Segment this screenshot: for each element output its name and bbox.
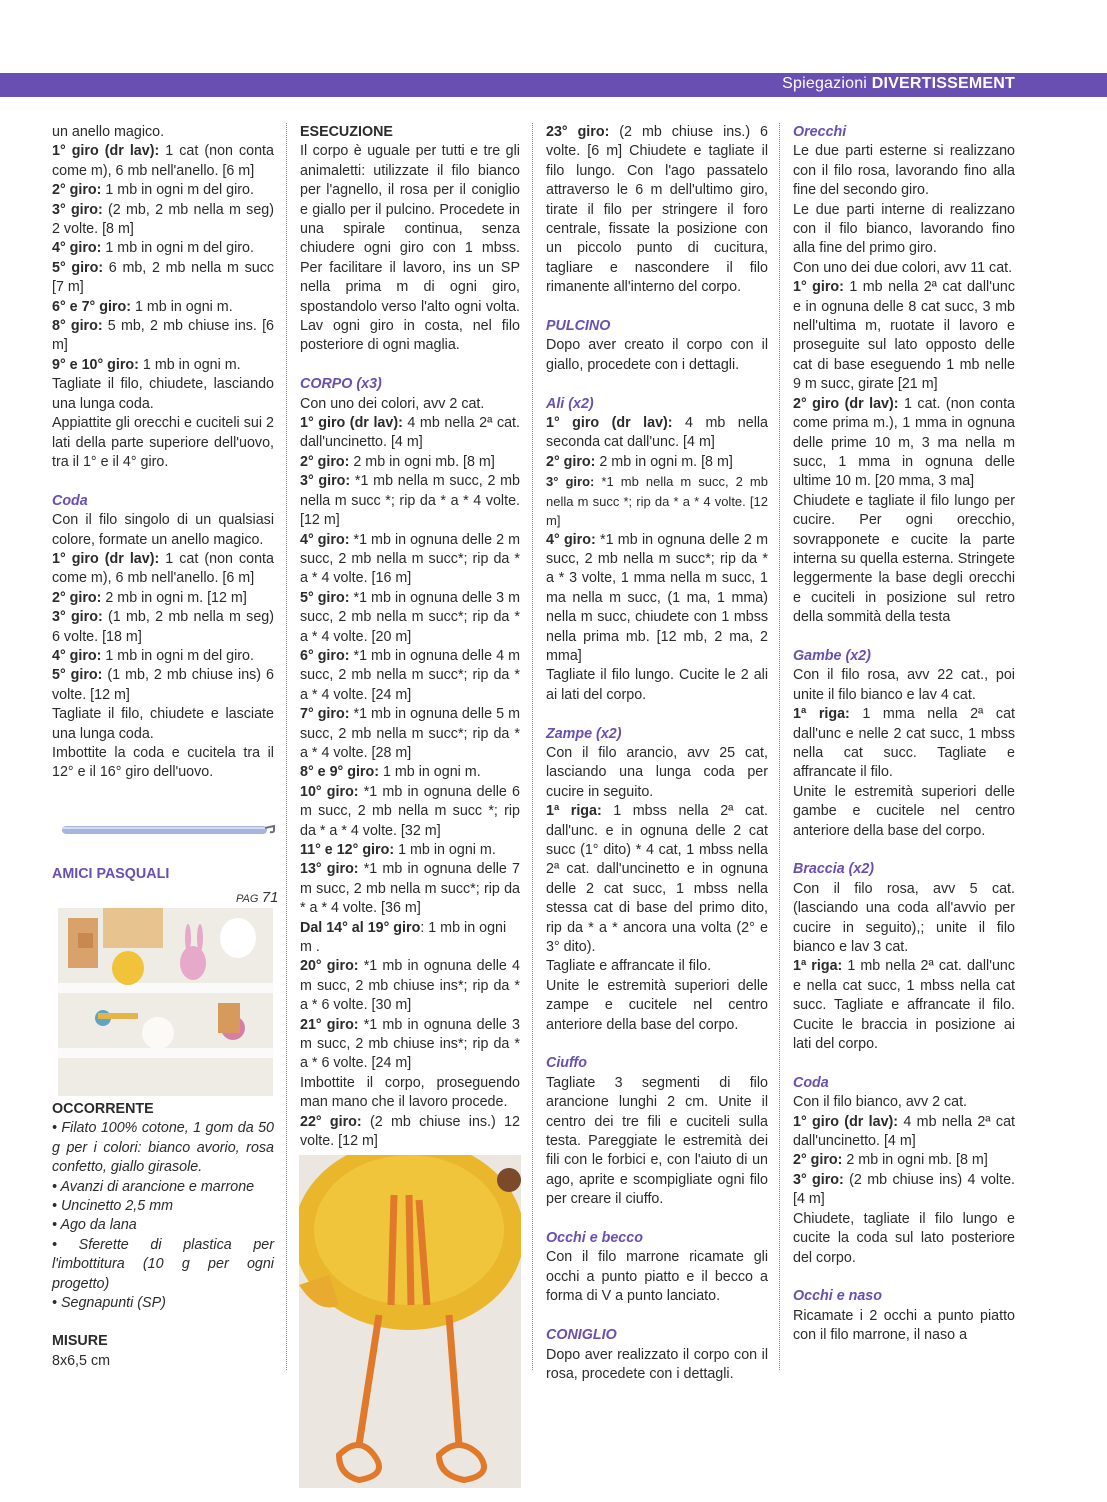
zampe-title: Zampe (x2) [546,725,622,742]
occhi-naso-title: Occhi e naso [793,1288,882,1305]
shelf-animals-photo [58,908,273,1096]
coda-title: Coda [52,492,88,509]
occorrente-block: OCCORRENTE • Filato 100% cotone, 1 gom da 50 g per i colori: bianco avorio, rosa confetto, giallo girasole. • Avanzi di arancione e marrone • Uncinetto 2,5 mm • Ago da lana • Sferette di plastica per l'imbottitura (10 g per ogni progetto) • Segnapunti (SP) MISURE 8x6,5 cm [52,1101,274,1369]
section-header-bar [0,73,1107,97]
column-divider [779,123,781,1370]
coda-title-2: Coda [793,1074,829,1091]
amici-title: AMICI PASQUALI [52,866,170,882]
column-2: ESECUZIONE Il corpo è uguale per tutti e tre gli animaletti: utilizzate il filo bianco per l'agnello, il rosa per il coniglio e giallo per il pulcino. Procedete in una spirale continua, senza chiudere ogni giro con 1 mbss. Per facilitare il lavoro, ins un SP nella prima m di ogni giro, spostandolo verso l'alto ogni volta. Lav ogni giro in costa, nel filo posteriore di ogni maglia. CORPO (x3) Con uno dei colori, avv 2 cat. 1° giro (dr lav): 4 mb nella 2ª cat. dall'uncinetto. [4 m] 2° giro: 2 mb in ogni mb. [8 m] 3° giro: *1 mb nella m succ, 2 mb nella m succ *; rip da * a * 4 volte. [12 m] 4° giro: *1 mb in ognuna delle 2 m succ, 2 mb nella m succ*; rip da * a * 4 volte. [16 m] 5° giro: *1 mb in ognuna delle 3 m succ, 2 mb nella m succ*; rip da * a * 4 volte. [20 m] 6° giro: *1 mb in ognuna delle 4 m succ, 2 mb nella m succ*; rip da * a * 4 volte. [24 m] 7° giro: *1 mb in ognuna delle 5 m succ, 2 mb nella m succ*; rip da * a * 4 volte. [28 m] 8° e 9° giro: 1 mb in ogni m. 10° giro: *1 mb in ognuna delle 6 m succ, 2 mb nella m succ *; rip da * a * 4 volte. [32 m] 11° e 12° giro: 1 mb in ogni m. 13° giro: *1 mb in ognuna delle 7 m succ, 2 mb nella m succ*; rip da * a * 4 volte. [36 m] Dal 14° al 19° giro: 1 mb in ogni m . 20° giro: *1 mb in ognuna delle 4 m succ, 2 mb chiuse ins*; rip da * a * 6 volte. [30 m] 21° giro: *1 mb in ognuna delle 3 m succ, 2 mb chiuse ins*; rip da * a * 6 volte. [24 m] Imbottite il corpo, proseguendo man mano che il lavoro procede. 22° giro: (2 mb chiuse ins.) 12 volte. [12 m] [300,124,520,1150]
occhi-becco-title: Occhi e becco [546,1230,643,1247]
column-3: 23° giro: (2 mb chiuse ins.) 6 volte. [6 m] Chiudete e tagliate il filo lungo. Con l'ago passatelo attraverso le 6 m dell'ultimo giro, tirate il filo per stringere il foro centrale, fissate la posizione con un piccolo punto di cucitura, tagliare e nascondere il filo rimanente all'interno del corpo. PULCINO Dopo aver creato il corpo con il giallo, procedete con i dettagli. Ali (x2) 1° giro (dr lav): 4 mb nella seconda cat dall'unc. [4 m] 2° giro: 2 mb in ogni m. [8 m] 3° giro: *1 mb nella m succ, 2 mb nella m succ *; rip da * a * 4 volte. [12 m] 4° giro: *1 mb in ognuna delle 2 m succ, 2 mb nella m succ*; rip da * a * 3 volte, 1 mma nella m succ, 1 ma nella m succ, (1 ma, 1 mma) nella m succ, chiudete con 1 mbss nella prima mb. [12 mb, 2 ma, 2 mma] Tagliate il filo lungo. Cucite le 2 ali ai lati del corpo. Zampe (x2) Con il filo arancio, avv 25 cat, lasciando una lunga coda per cucire in seguito. 1ª riga: 1 mbss nella 2ª cat. dall'unc. e in ognuna delle 2 cat succ (1° dito) * 4 cat, 1 mbss nella 2ª cat. dall'uncinetto e in ognuna delle 2 cat succ, 1 mbss nella stessa cat di base del primo dito, rip da * a * ancora una volta (2° e 3° dito). Tagliate e affrancate il filo. Unite le estremità superiori delle zampe e cucitele nel centro anteriore della base del corpo. Ciuffo Tagliate 3 segmenti di filo arancione lunghi 2 cm. Unite il centro dei tre fili e cuciteli sulla testa. Pareggiate le estremità dei fili con le forbici e, con l'aiuto di un ago, aprite e scompigliate ogni filo per creare il ciuffo. Occhi e becco Con il filo marrone ricamate gli occhi a punto piatto e il becco a forma di V a punto lanciato. CONIGLIO Dopo aver realizzato il corpo con il rosa, procedete con i dettagli. [546,124,769,1382]
page-ref: PAG 71 [236,889,279,906]
column-divider [532,123,534,1370]
orecchi-title: Orecchi [793,124,847,140]
gambe-title: Gambe (x2) [793,647,871,664]
section-header-label: Spiegazioni DIVERTISSEMENT [782,75,1015,92]
chick-photo [299,1155,521,1488]
ciuffo-title: Ciuffo [546,1055,588,1072]
esecuzione-title: ESECUZIONE [300,124,393,140]
corpo-title: CORPO (x3) [300,376,382,393]
pulcino-title: PULCINO [546,318,611,335]
column-divider [286,123,288,1370]
crochet-hook-icon [60,822,278,838]
text-line: un anello magico. [52,124,165,140]
column-1: un anello magico. 1° giro (dr lav): 1 cat (non conta come m), 6 mb nell'anello. [6 m] 2° giro: 1 mb in ogni m del giro. 3° giro: (2 mb, 2 mb nella m seg) 2 volte. [8 m] 4° giro: 1 mb in ogni m del giro. 5° giro: 6 mb, 2 mb nella m succ [7 m] 6° e 7° giro: 1 mb in ogni m. 8° giro: 5 mb, 2 mb chiuse ins. [6 m] 9° e 10° giro: 1 mb in ogni m. Tagliate il filo, chiudete, lasciando una lunga coda. Appiattite gli orecchi e cuciteli sui 2 lati della parte superiore dell'uovo, tra il 1° e il 4° giro. Coda Con il filo singolo di un qualsiasi colore, formate un anello magico. 1° giro (dr lav): 1 cat (non conta come m), 6 mb nell'anello. [6 m] 2° giro: 2 mb in ogni m. [12 m] 3° giro: (1 mb, 2 mb nella m seg) 6 volte. [18 m] 4° giro: 1 mb in ogni m del giro. 5° giro: (1 mb, 2 mb chiuse ins) 6 volte. [12 m] Tagliate il filo, chiudete e lasciate una lunga coda. Imbottite la coda e cucitela tra il 12° e il 16° giro dell'uovo. [52,124,275,781]
column-4: Orecchi Le due parti esterne si realizzano con il filo rosa, lavorando fino alla fine del secondo giro. Le due parti interne di realizzano con il filo bianco, lavorando fino alla fine del primo giro. Con uno dei due colori, avv 11 cat. 1° giro: 1 mb nella 2ª cat dall'unc e in ognuna delle 8 cat succ, 3 mb nell'ultima m, ruotate il lavoro e proseguite sul lato opposto delle cat di base eseguendo 1 mb nelle 9 m succ, girate [21 m] 2° giro (dr lav): 1 cat. (non conta come prima m.), 1 mma in ognuna delle prime 10 m, 3 ma nella m succ, 1 mma in ognuna delle ultime 10 m. [20 mma, 3 ma] Chiudete e tagliate il filo lungo per cucire. Per ogni orecchio, sovrapponete e cucite la parte interna su quella esterna. Stringete leggermente la base degli orecchi e cuciteli in posizione sul retro della sommità della testa Gambe (x2) Con il filo rosa, avv 22 cat., poi unite il filo bianco e lav 4 cat. 1ª riga: 1 mma nella 2ª cat dall'unc e nelle 2 cat succ, 1 mbss nella cat succ. Tagliate e affrancate il filo. Unite le estremità superiori delle gambe e cucitele nel centro anteriore della base del corpo. Braccia (x2) Con il filo rosa, avv 5 cat. (lasciando una coda all'avvio per cucire in seguito),; unite il filo bianco e lav 3 cat. 1ª riga: 1 mb nella 2ª cat. dall'unc e nella cat succ, 1 mbss nella cat succ. Tagliate e affrancate il filo. Cucite le braccia in posizione ai lati del corpo. Coda Con il filo bianco, avv 2 cat. 1° giro (dr lav): 4 mb nella 2ª cat dall'uncinetto. [4 m] 2° giro: 2 mb in ogni mb. [8 m] 3° giro: (2 mb chiuse ins) 4 volte. [4 m] Chiudete, tagliate il filo lungo e cucite la coda sul lato posteriore del corpo. Occhi e naso Ricamate i 2 occhi a punto piatto con il filo marrone, il naso a [793,124,1015,1344]
coniglio-title: CONIGLIO [546,1327,617,1344]
ali-title: Ali (x2) [546,395,594,412]
braccia-title: Braccia (x2) [793,861,875,878]
